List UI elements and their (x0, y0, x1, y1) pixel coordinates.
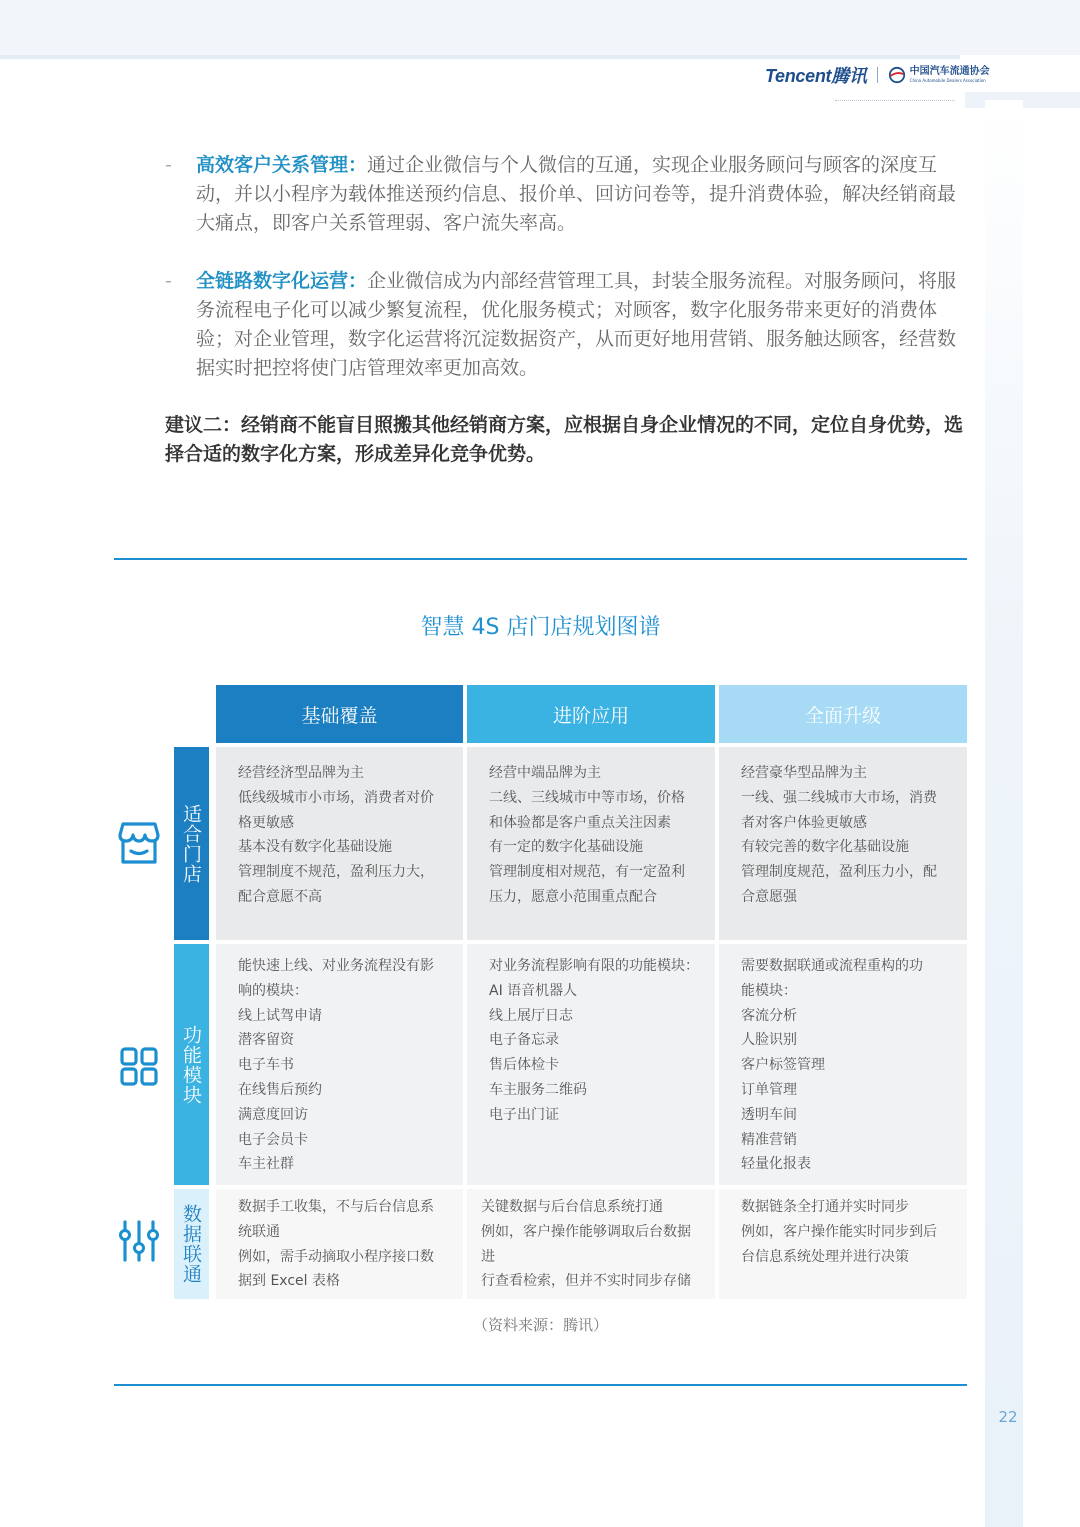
bullet-heading: 全链路数字化运营： (196, 270, 368, 292)
bullet-body: 通过企业微信与个人微信的互通，实现企业服务顾问与顾客的深度互动，并以小程序为载体推送预约信息、报价单、回访问卷等，提升消费体验，解决经销商最大痛点，即客户关系管理弱、客户流失率高。 (196, 154, 957, 234)
header-dotted-line (835, 100, 955, 101)
source-note: （资料来源：腾讯） (472, 1316, 608, 1334)
tencent-logo: Tencent腾讯 (765, 66, 867, 86)
modules-grid-icon (117, 1043, 161, 1089)
bullet-dash: - (165, 270, 172, 292)
association-name-en: China Automobile Dealers Association (909, 78, 986, 83)
association-emblem-icon (888, 66, 906, 84)
page-number: 22 (998, 1408, 1018, 1426)
header-band (0, 0, 1080, 55)
store-icon (117, 820, 161, 866)
table-cell: 经营中端品牌为主 二线、三线城市中等市场，价格 和体验都是客户重点关注因素 有一定的数字化基础设施 管理制度相对规范，有一定盈利 压力，愿意小范围重点配合 (467, 747, 715, 940)
bullet-body: 企业微信成为内部经营管理工具，封装全服务流程。对服务顾问，将服务流程电子化可以减少繁复流程，优化服务模式；对顾客，数字化服务带来更好的消费体验；对企业管理，数字化运营将沉淀数据资产，从而更好地用营销、服务触达顾客，经营数据实时把控将使门店管理效率更加高效。 (196, 270, 957, 379)
table-cell: 能快速上线、对业务流程没有影 响的模块： 线上试驾申请 潜客留资 电子车书 在线售后预约 满意度回访 电子会员卡 车主社群 (216, 944, 463, 1185)
column-header-full-upgrade: 全面升级 (719, 685, 967, 743)
bullet-text (196, 151, 970, 238)
table-cell: 经营经济型品牌为主 低线级城市小市场，消费者对价 格更敏感 基本没有数字化基础设施 管理制度不规范，盈利压力大， 配合意愿不高 (216, 747, 463, 940)
sliders-icon (117, 1218, 161, 1264)
association-name: 中国汽车流通协会 (909, 66, 990, 77)
bullet-dash: - (165, 154, 172, 176)
table-cell: 需要数据联通或流程重构的功 能模块： 客流分析 人脸识别 客户标签管理 订单管理 透明车间 精准营销 轻量化报表 (719, 944, 967, 1185)
row-label-stores: 适合门店 (174, 747, 209, 940)
row-label-data: 数据联通 (174, 1189, 209, 1299)
table-cell: 数据链条全打通并实时同步 例如，客户操作能实时同步到后 台信息系统处理并进行决策 (719, 1189, 967, 1299)
bullet-heading: 高效客户关系管理： (196, 154, 368, 176)
logo-separator (877, 67, 878, 83)
header-divider (0, 55, 960, 59)
bullet-text (196, 267, 970, 383)
table-cell: 对业务流程影响有限的功能模块： AI 语音机器人 线上展厅日志 电子备忘录 售后体检卡 车主服务二维码 电子出门证 (467, 944, 715, 1185)
column-header-basic: 基础覆盖 (216, 685, 463, 743)
table-cell: 数据手工收集，不与后台信息系 统联通 例如，需手动摘取小程序接口数 据到 Excel 表格 (216, 1189, 463, 1299)
advice-paragraph: 建议二：经销商不能盲目照搬其他经销商方案，应根据自身企业情况的不同，定位自身优势，选择合适的数字化方案，形成差异化竞争优势。 (165, 414, 964, 465)
table-cell: 关键数据与后台信息系统打通 例如，客户操作能够调取后台数据进 行查看检索，但并不实时同步存储 (467, 1189, 715, 1299)
bullet-digital-ops (165, 267, 970, 383)
association-logo (910, 67, 990, 83)
section-bottom-rule (114, 1384, 967, 1386)
row-label-modules: 功能模块 (174, 944, 209, 1185)
right-strip-decoration (985, 100, 1023, 1527)
table-cell: 经营豪华型品牌为主 一线、强二线城市大市场，消费 者对客户体验更敏感 有较完善的数字化基础设施 管理制度规范，盈利压力小，配 合意愿强 (719, 747, 967, 940)
header-logos (765, 62, 990, 88)
column-header-advanced: 进阶应用 (467, 685, 715, 743)
bullet-crm (165, 151, 970, 238)
table-title: 智慧 4S 店门店规划图谱 (420, 615, 661, 640)
section-top-rule (114, 558, 967, 560)
